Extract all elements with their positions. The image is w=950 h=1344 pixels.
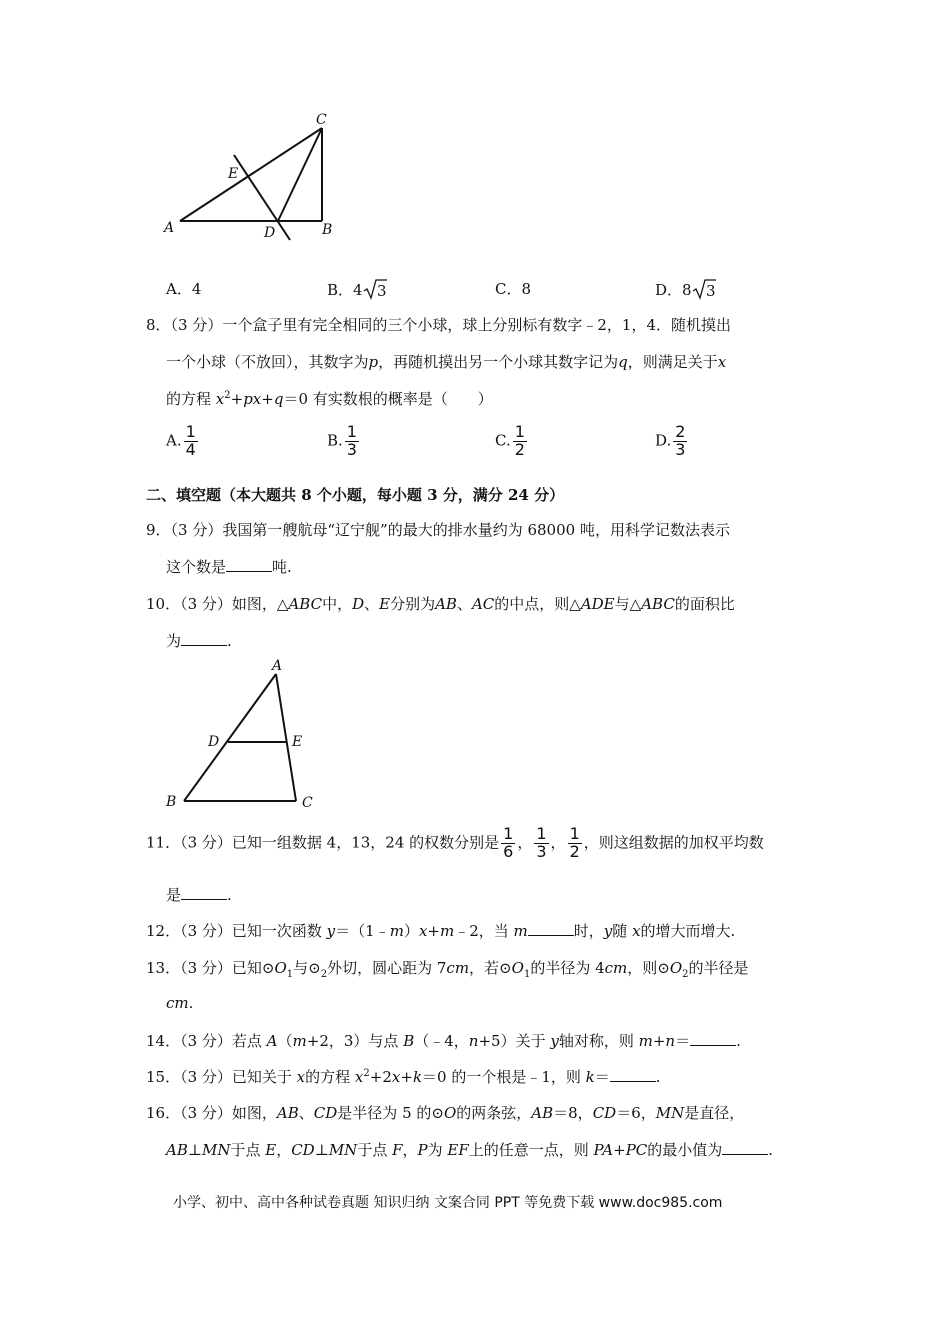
q13-line-1: 13．（3 分）已知$⊙O_1$与$⊙_2$外切，圆心距为 7cm，若$⊙O_1$的半径为 4cm，则$⊙O_2$的半径是	[146, 959, 749, 980]
q8-line-3: 的方程 $x^2+px+q=0$ 有实数根的概率是（ ）	[166, 390, 493, 408]
label-C: C	[316, 112, 327, 128]
q9-line-1: 9．（3 分）我国第一艘航母“辽宁舰”的最大的排水量约为 68000 吨，用科学记数法表示	[146, 521, 730, 539]
q7-option-a: A．4	[166, 280, 202, 298]
answer-blank[interactable]	[690, 1031, 736, 1046]
label-D: D	[208, 734, 220, 750]
answer-blank[interactable]	[722, 1140, 768, 1155]
q7-option-b: B．4 3	[327, 278, 387, 304]
label-A: A	[272, 658, 283, 674]
sqrt-symbol-icon	[363, 278, 387, 304]
label-B: B	[166, 794, 177, 810]
answer-blank[interactable]	[181, 631, 227, 646]
label-C: C	[302, 795, 313, 811]
q8-option-c: C. $\frac{1}{2}$	[495, 422, 525, 459]
q9-line-2: 这个数是 吨.	[166, 558, 292, 576]
page-footer: 小学、初中、高中各种试卷真题 知识归纳 文案合同 PPT 等免费下载 www.doc985.com	[173, 1195, 723, 1211]
answer-blank[interactable]	[528, 921, 574, 936]
q10-line-1: 10．（3 分）如图，△ABC中，D、E分别为AB、AC的中点，则△ADE与△ABC的面积比	[146, 595, 735, 613]
figure-q10	[160, 654, 330, 814]
q8-line-1: 8．（3 分）一个盒子里有完全相同的三个小球，球上分别标有数字﹣2，1，4．随机摸出	[146, 316, 731, 334]
q16-line-1: 16．（3 分）如图，AB、CD是半径为 5 的⊙O的两条弦，AB＝8，CD＝6，MN是直径，	[146, 1104, 745, 1122]
label-E: E	[292, 734, 303, 750]
label-A: A	[164, 220, 175, 236]
label-E: E	[228, 166, 239, 182]
label-D: D	[264, 225, 276, 241]
q8-line-2: 一个小球（不放回），其数字为p，再随机摸出另一个小球其数字记为q，则满足关于x	[166, 353, 727, 371]
answer-blank[interactable]	[181, 885, 227, 900]
q12-line: 12．（3 分）已知一次函数 y＝（1﹣m）x+m﹣2，当 m 时，y随 x的增大而增大.	[146, 922, 736, 940]
q8-option-a: A. $\frac{1}{4}$	[166, 422, 196, 459]
q8-option-b: B. $\frac{1}{3}$	[327, 422, 357, 459]
section-heading: 二、填空题（本大题共 8 个小题，每小题 3 分，满分 24 分）	[146, 486, 565, 504]
answer-blank[interactable]	[610, 1067, 656, 1082]
answer-blank[interactable]	[226, 557, 272, 572]
q13-line-2: cm.	[166, 994, 194, 1012]
q11-line-1: 11．（3 分）已知一组数据 4，13，24 的权数分别是 $\frac{1}{6}$ ， $\frac{1}{3}$ ， $\frac{1}{2}$ ，则这组数据的加权平均数	[146, 824, 764, 861]
q7-option-c: C．8	[495, 280, 532, 298]
q8-option-d: D. $\frac{2}{3}$	[655, 422, 686, 459]
q10-line-2: 为 .	[166, 632, 232, 650]
svg-text:3: 3	[376, 282, 387, 300]
q7-option-d: D．8 3	[655, 278, 716, 304]
q11-line-2: 是 .	[166, 886, 232, 904]
svg-text:3: 3	[705, 282, 716, 300]
q16-line-2: AB⊥MN于点 E，CD⊥MN于点 F，P为 EF上的任意一点，则 PA+PC的最小值为 .	[166, 1141, 774, 1159]
q14-line: 14．（3 分）若点 A（m+2，3）与点 B（﹣4，n+5）关于 y轴对称，则 m+n＝ .	[146, 1032, 741, 1050]
figure-q7	[160, 108, 350, 248]
q15-line: 15．（3 分）已知关于 x的方程 $x^2+2x+k=0$ 的一个根是﹣1，则 k＝ .	[146, 1068, 661, 1086]
label-B: B	[322, 222, 333, 238]
sqrt-symbol-icon	[692, 278, 716, 304]
